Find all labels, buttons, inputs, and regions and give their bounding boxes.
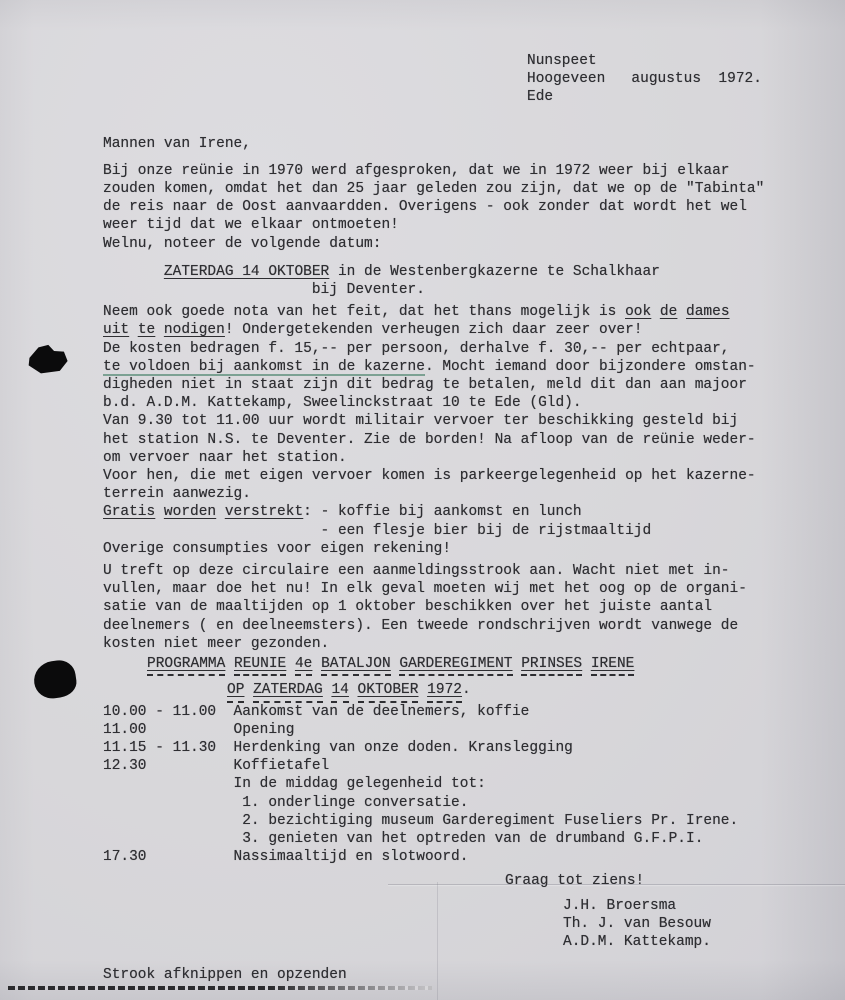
- reply-line: satie van de maaltijden op 1 oktober beschikken over het juiste aantal: [103, 599, 713, 616]
- underlined-word: worden: [163, 504, 217, 521]
- intro-line: weer tijd dat we elkaar ontmoeten!: [103, 217, 399, 234]
- underlined-word: Gratis: [103, 504, 156, 521]
- date-highlight: ZATERDAG 14 OKTOBER: [163, 263, 330, 280]
- details-line: [103, 303, 803, 321]
- date-line-2: bij Deventer.: [103, 282, 425, 299]
- ink-blob-top-icon: [27, 343, 68, 374]
- signature-name: A.D.M. Kattekamp.: [563, 933, 711, 950]
- underlined-word: dames: [686, 304, 730, 321]
- schedule-row: 3. genieten van het optreden van de drumband G.F.P.I.: [103, 830, 704, 847]
- schedule-row: 2. bezichtiging museum Garderegiment Fuseliers Pr. Irene.: [103, 812, 739, 829]
- dashed-cut-line: [8, 986, 432, 990]
- program-title-word: 1972: [427, 681, 462, 702]
- space: [155, 504, 164, 520]
- date-announcement: [103, 263, 803, 299]
- intro-line: de reis naar de Oost aanvaardden. Overigens - ook zonder dat wordt het wel: [103, 199, 747, 216]
- ink-blob-bottom-icon: [32, 658, 79, 700]
- details-line: het station N.S. te Deventer. Zie de borden! Na afloop van de reünie weder-: [103, 431, 756, 448]
- details-text: : - koffie bij aankomst en lunch: [303, 504, 582, 521]
- schedule-row: 17.30 Nassimaaltijd en slotwoord.: [103, 849, 469, 866]
- cut-instruction: Strook afknippen en opzenden: [103, 967, 347, 984]
- details-paragraph: [103, 303, 803, 558]
- reply-line: deelnemers ( en deelneemsters). Een tweede rondschrijven wordt vanwege de: [103, 617, 739, 634]
- details-line: b.d. A.D.M. Kattekamp, Sweelinckstraat 10 te Ede (Gld).: [103, 395, 582, 412]
- date-indent: [103, 264, 164, 280]
- farewell: Graag tot ziens!: [505, 873, 645, 890]
- details-line: [103, 321, 803, 339]
- schedule-row: 11.15 - 11.30 Herdenking van onze doden. Kranslegging: [103, 739, 573, 756]
- program-title-word: BATALJON: [321, 655, 391, 676]
- space: [418, 682, 427, 698]
- details-line: digheden niet in staat zijn dit bedrag te betalen, meld dit dan aan majoor: [103, 377, 747, 394]
- underlined-word: nodigen: [163, 322, 225, 339]
- reply-line: vullen, maar doe het nu! In elk geval moeten wij met het oog op de organi-: [103, 581, 747, 598]
- space: [155, 322, 164, 338]
- space: [286, 656, 295, 672]
- details-line: De kosten bedragen f. 15,-- per persoon, derhalve f. 30,-- per echtpaar,: [103, 340, 730, 357]
- schedule-row: 12.30 Koffietafel: [103, 758, 330, 775]
- space: [129, 322, 138, 338]
- underlined-word: uit: [103, 322, 130, 339]
- details-line: - een flesje bier bij de rijstmaaltijd: [103, 522, 652, 539]
- letter-header: [527, 0, 803, 107]
- space: [225, 656, 234, 672]
- details-line: [103, 358, 803, 376]
- details-line: om vervoer naar het station.: [103, 449, 347, 466]
- letter-body: [103, 0, 803, 984]
- signature-name: Th. J. van Besouw: [563, 915, 711, 932]
- details-line: Voor hen, die met eigen vervoer komen is parkeergelegenheid op het kazerne-: [103, 468, 756, 485]
- details-line: Van 9.30 tot 11.00 uur wordt militair vervoer ter beschikking gesteld bij: [103, 413, 739, 430]
- program-title-word: 14: [331, 681, 348, 702]
- reply-line: U treft op deze circulaire een aanmeldingsstrook aan. Wacht niet met in-: [103, 563, 730, 580]
- details-text: ! Ondergetekenden verheugen zich daar zeer over!: [224, 322, 643, 339]
- schedule-row: 10.00 - 11.00 Aankomst van de deelnemers, koffie: [103, 703, 530, 720]
- intro-line: Bij onze reünie in 1970 werd afgesproken, dat we in 1972 weer bij elkaar: [103, 162, 730, 179]
- header-place-1: Nunspeet: [527, 53, 597, 69]
- program-schedule: [103, 703, 803, 867]
- program-title-word: IRENE: [591, 655, 635, 676]
- details-line: Overige consumpties voor eigen rekening!: [103, 540, 452, 557]
- salutation: Mannen van Irene,: [103, 135, 251, 152]
- header-place-2-and-date: Hoogeveen augustus 1972.: [527, 71, 762, 88]
- intro-line: zouden komen, omdat het dan 25 jaar geleden zou zijn, dat we op de "Tabinta": [103, 181, 765, 198]
- header-place-3: Ede: [527, 89, 554, 106]
- intro-line: Welnu, noteer de volgende datum:: [103, 235, 382, 252]
- program-title-word: 4e: [295, 655, 312, 676]
- program-title-word: GARDEREGIMENT: [399, 655, 512, 676]
- program-title-period: .: [461, 682, 471, 699]
- program-title-word: OKTOBER: [358, 681, 419, 702]
- program-title-line-2: [227, 681, 803, 702]
- details-text: . Mocht iemand door bijzondere omstan-: [424, 358, 756, 375]
- program-title-word: ZATERDAG: [253, 681, 323, 702]
- space: [216, 504, 225, 520]
- date-rest: in de Westenbergkazerne te Schalkhaar: [329, 263, 660, 280]
- green-underlined-phrase: te voldoen bij aankomst in de kazerne: [103, 358, 425, 375]
- schedule-row: 1. onderlinge conversatie.: [103, 794, 469, 811]
- details-line: [103, 503, 803, 521]
- underlined-word: te: [137, 322, 156, 339]
- reply-request-paragraph: [103, 562, 803, 653]
- space: [677, 304, 686, 320]
- program-title-word: PROGRAMMA: [147, 655, 225, 676]
- reply-line: kosten niet meer gezonden.: [103, 635, 330, 652]
- program-title-line-1: [147, 655, 803, 676]
- program-title-word: OP: [227, 681, 244, 702]
- space: [349, 682, 358, 698]
- intro-paragraph: [103, 162, 803, 253]
- underlined-word: de: [659, 304, 678, 321]
- space: [312, 656, 321, 672]
- program-title-word: PRINSES: [521, 655, 582, 676]
- signature-block: [563, 897, 803, 952]
- underlined-word: verstrekt: [224, 504, 304, 521]
- space: [244, 682, 253, 698]
- schedule-row: 11.00 Opening: [103, 721, 295, 738]
- space: [651, 304, 660, 320]
- schedule-row: In de middag gelegenheid tot:: [103, 776, 486, 793]
- space: [582, 656, 591, 672]
- program-title-word: REUNIE: [234, 655, 286, 676]
- underlined-word: ook: [625, 304, 652, 321]
- details-text: Neem ook goede nota van het feit, dat het thans mogelijk is: [103, 304, 626, 321]
- details-line: terrein aanwezig.: [103, 486, 251, 503]
- signature-name: J.H. Broersma: [563, 897, 677, 914]
- date-line-1: [103, 263, 803, 281]
- space: [513, 656, 522, 672]
